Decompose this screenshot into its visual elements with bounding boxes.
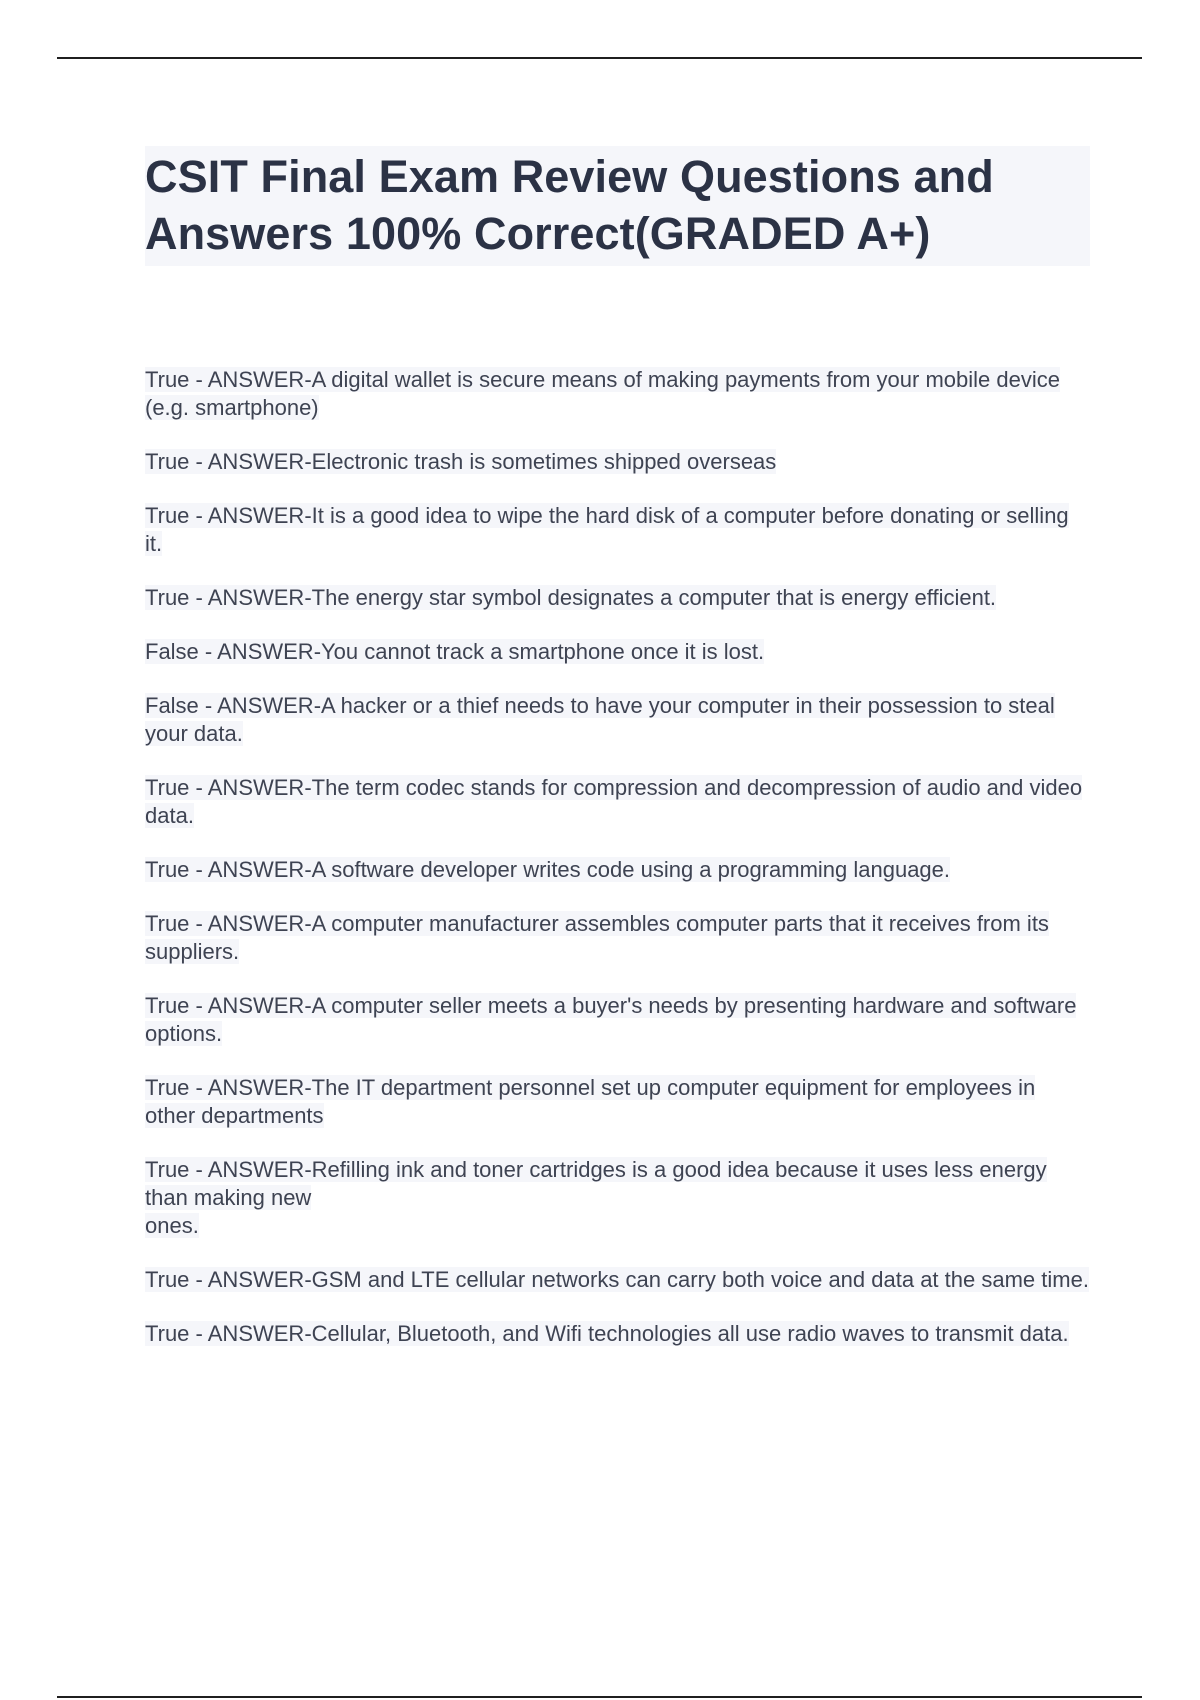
qa-text-line-2: ones. <box>145 1213 199 1238</box>
qa-list <box>145 366 1090 1374</box>
qa-item <box>145 502 1090 558</box>
bottom-divider <box>57 1696 1142 1698</box>
qa-text: True - ANSWER-The energy star symbol designates a computer that is energy efficient. <box>145 585 997 610</box>
qa-text: True - ANSWER-The term codec stands for compression and decompression of audio and video data. <box>145 775 1083 828</box>
qa-item <box>145 992 1090 1048</box>
qa-text: True - ANSWER-A computer seller meets a buyer's needs by presenting hardware and software options. <box>145 993 1077 1046</box>
qa-item <box>145 1156 1090 1240</box>
top-divider <box>57 57 1142 59</box>
qa-item <box>145 448 1090 476</box>
qa-item <box>145 692 1090 748</box>
qa-text: False - ANSWER-You cannot track a smartphone once it is lost. <box>145 639 765 664</box>
qa-text: False - ANSWER-A hacker or a thief needs to have your computer in their possession to steal your data. <box>145 693 1055 746</box>
qa-text: True - ANSWER-A software developer writes code using a programming language. <box>145 857 951 882</box>
qa-text-line-1: True - ANSWER-Refilling ink and toner cartridges is a good idea because it uses less energy than making new <box>145 1157 1047 1210</box>
qa-item <box>145 1074 1090 1130</box>
qa-item <box>145 1266 1090 1294</box>
qa-item <box>145 1320 1090 1348</box>
qa-text: True - ANSWER-A computer manufacturer assembles computer parts that it receives from its suppliers. <box>145 911 1049 964</box>
qa-item <box>145 774 1090 830</box>
page-title <box>145 148 1090 262</box>
title-block <box>145 146 1090 266</box>
qa-item <box>145 638 1090 666</box>
title-line-1: CSIT Final Exam Review Questions and <box>145 151 994 202</box>
qa-text: True - ANSWER-The IT department personnel set up computer equipment for employees in other departments <box>145 1075 1036 1128</box>
qa-item <box>145 366 1090 422</box>
qa-item <box>145 584 1090 612</box>
qa-text: True - ANSWER-It is a good idea to wipe the hard disk of a computer before donating or selling it. <box>145 503 1069 556</box>
qa-text: True - ANSWER-Cellular, Bluetooth, and Wifi technologies all use radio waves to transmit data. <box>145 1321 1069 1346</box>
qa-text: True - ANSWER-Electronic trash is sometimes shipped overseas <box>145 449 777 474</box>
qa-text: True - ANSWER-GSM and LTE cellular networks can carry both voice and data at the same time. <box>145 1267 1089 1292</box>
title-line-2: Answers 100% Correct(GRADED A+) <box>145 208 931 259</box>
qa-text: True - ANSWER-A digital wallet is secure means of making payments from your mobile device (e.g. smartphone) <box>145 367 1060 420</box>
qa-item <box>145 910 1090 966</box>
qa-item <box>145 856 1090 884</box>
